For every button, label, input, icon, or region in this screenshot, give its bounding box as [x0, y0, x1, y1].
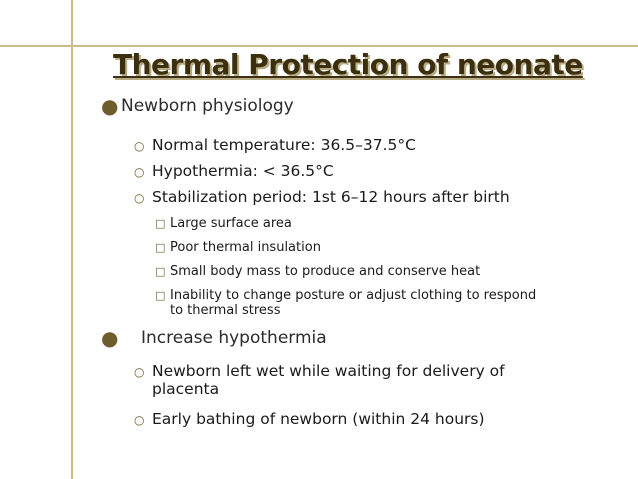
sub-bullet-text: Early bathing of newborn (within 24 hours): [152, 410, 485, 428]
slide-border-horizontal: [0, 45, 638, 47]
bullet-text: Increase hypothermia: [141, 328, 327, 348]
square-icon: □: [155, 265, 166, 278]
sub-bullet-text: Hypothermia: < 36.5°C: [152, 162, 334, 180]
detail-bullet-posture: [155, 288, 536, 318]
filled-circle-icon: ●: [101, 326, 119, 350]
sub-bullet-text: Stabilization period: 1st 6–12 hours after birth: [152, 188, 510, 206]
slide-title: Thermal Protection of neonate: [113, 48, 583, 81]
sub-bullet-lines: [152, 362, 505, 398]
square-icon: □: [155, 217, 166, 230]
slide-border-vertical: [71, 0, 73, 479]
sub-bullet-early-bathing: [134, 410, 485, 430]
hollow-circle-icon: ○: [134, 191, 145, 205]
detail-bullet-text: Large surface area: [170, 216, 292, 231]
sub-bullet-normal-temperature: [134, 136, 416, 156]
detail-bullet-body-mass: [155, 264, 480, 280]
sub-bullet-stabilization-period: [134, 188, 510, 208]
sub-bullet-text-continued: placenta: [152, 380, 220, 398]
sub-bullet-hypothermia: [134, 162, 334, 182]
square-icon: □: [155, 289, 166, 302]
detail-bullet-text: Poor thermal insulation: [170, 240, 321, 255]
detail-bullet-text: Inability to change posture or adjust clothing to respond: [170, 288, 537, 303]
bullet-newborn-physiology: [101, 96, 294, 116]
hollow-circle-icon: ○: [134, 165, 145, 179]
hollow-circle-icon: ○: [134, 365, 145, 379]
bullet-increase-hypothermia: [101, 328, 327, 348]
sub-bullet-text: Newborn left wet while waiting for delivery of: [152, 362, 505, 380]
detail-bullet-surface-area: [155, 216, 292, 232]
detail-bullet-lines: [170, 288, 536, 318]
square-icon: □: [155, 241, 166, 254]
bullet-text: Newborn physiology: [121, 96, 294, 116]
hollow-circle-icon: ○: [134, 139, 145, 153]
detail-bullet-thermal-insulation: [155, 240, 321, 256]
sub-bullet-left-wet: [134, 362, 505, 398]
hollow-circle-icon: ○: [134, 413, 145, 427]
sub-bullet-text: Normal temperature: 36.5–37.5°C: [152, 136, 416, 154]
detail-bullet-text-continued: to thermal stress: [170, 303, 281, 318]
filled-circle-icon: ●: [101, 94, 119, 118]
detail-bullet-text: Small body mass to produce and conserve heat: [170, 264, 481, 279]
